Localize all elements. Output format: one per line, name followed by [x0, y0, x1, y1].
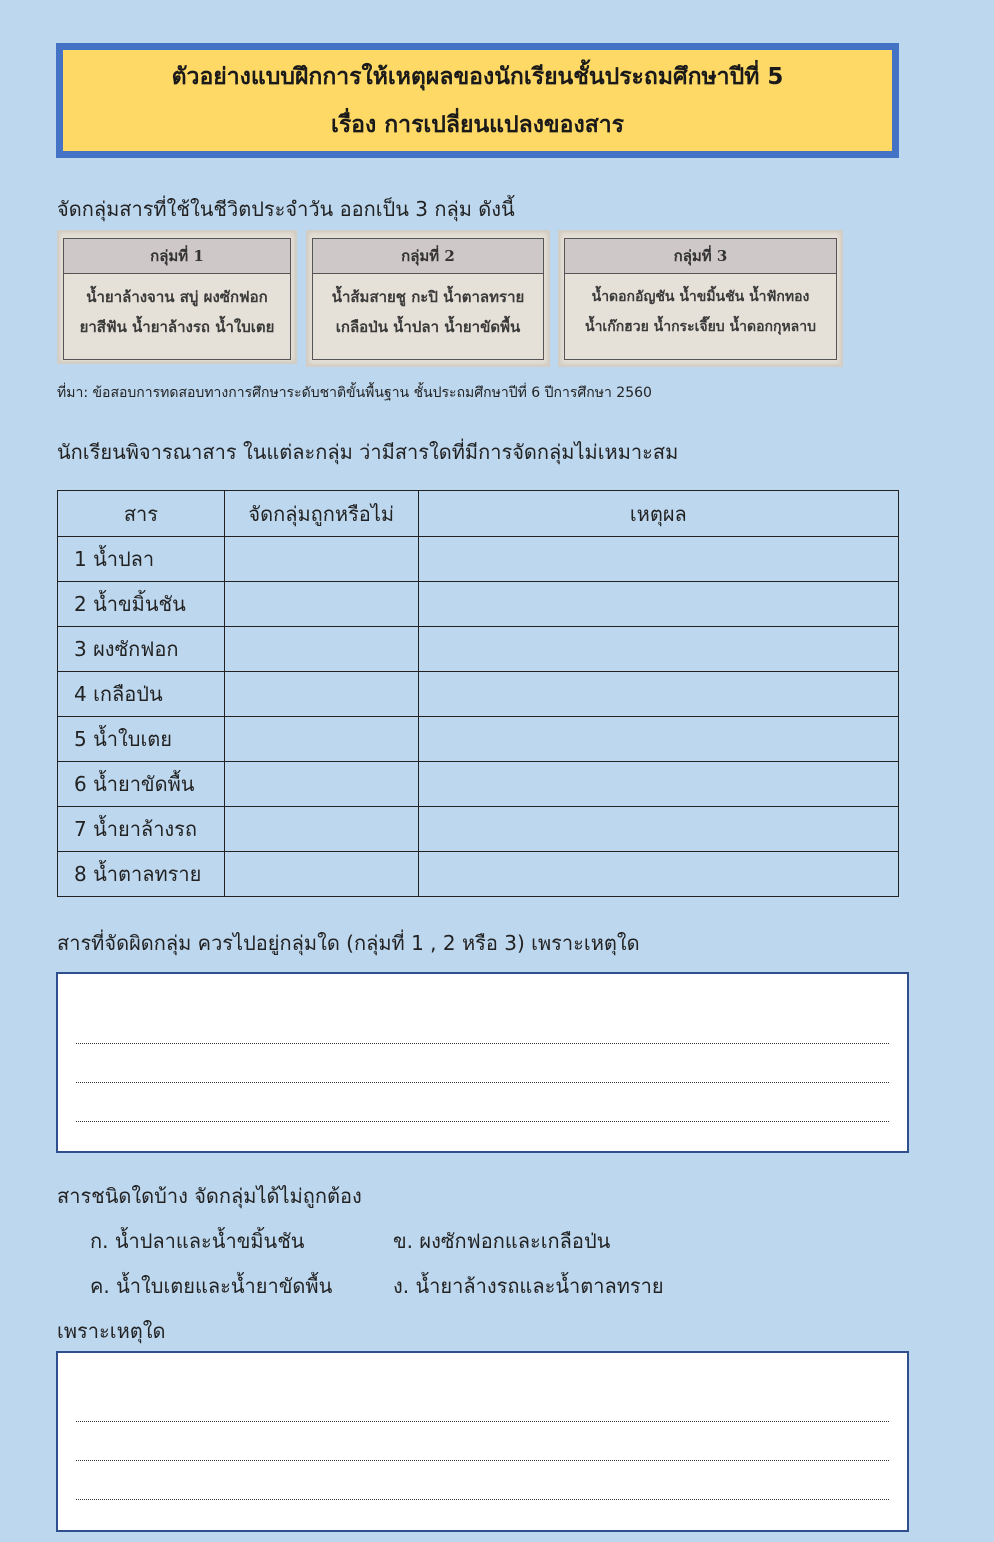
group-line: ยาสีฟัน น้ำยาล้างรถ น้ำใบเตย: [79, 318, 275, 336]
header-substance: สาร: [58, 491, 225, 537]
table-row: [58, 762, 899, 807]
group-line: น้ำดอกอัญชัน น้ำขมิ้นชัน น้ำฟักทอง: [591, 289, 810, 305]
reason-cell[interactable]: [418, 762, 898, 807]
dotted-line: [76, 1082, 889, 1083]
choice-b[interactable]: ข. ผงซักฟอกและเกลือป่น: [393, 1229, 611, 1253]
group-heading: กลุ่มที่ 2: [312, 238, 544, 274]
reason-cell[interactable]: [418, 807, 898, 852]
reason-cell[interactable]: [418, 537, 898, 582]
table-row: [58, 627, 899, 672]
reason-cell[interactable]: [418, 852, 898, 897]
substance-cell: 2 น้ำขมิ้นชัน: [58, 582, 225, 627]
reason-cell[interactable]: [418, 582, 898, 627]
substance-cell: 4 เกลือป่น: [58, 672, 225, 717]
reason-cell[interactable]: [418, 672, 898, 717]
table-row: [58, 807, 899, 852]
correct-cell[interactable]: [224, 717, 418, 762]
group-body: [312, 274, 544, 360]
group-body: [564, 274, 837, 360]
group-line: เกลือป่น น้ำปลา น้ำยาขัดพื้น: [335, 318, 521, 336]
group-card-2: [306, 230, 550, 367]
substance-cell: 3 ผงซักฟอก: [58, 627, 225, 672]
table-row: [58, 717, 899, 762]
substance-table: [57, 490, 899, 897]
group-body: [63, 274, 291, 360]
dotted-line: [76, 1499, 889, 1500]
group-line: น้ำเก๊กฮวย น้ำกระเจี๊ยบ น้ำดอกกุหลาบ: [585, 319, 816, 335]
choice-d[interactable]: ง. น้ำยาล้างรถและน้ำตาลทราย: [393, 1274, 664, 1298]
title-line-2: เรื่อง การเปลี่ยนแปลงของสาร: [330, 112, 625, 138]
title-line-1: ตัวอย่างแบบฝึกการให้เหตุผลของนักเรียนชั้นประถมศึกษาปีที่ 5: [171, 64, 784, 90]
question-1: สารที่จัดผิดกลุ่ม ควรไปอยู่กลุ่มใด (กลุ่มที่ 1 , 2 หรือ 3) เพราะเหตุใด: [57, 931, 640, 955]
table-header-row: [58, 491, 899, 537]
group-card-1: [57, 230, 297, 364]
substance-cell: 6 น้ำยาขัดพื้น: [58, 762, 225, 807]
dotted-line: [76, 1460, 889, 1461]
correct-cell[interactable]: [224, 627, 418, 672]
correct-cell[interactable]: [224, 582, 418, 627]
choice-c[interactable]: ค. น้ำใบเตยและน้ำยาขัดพื้น: [90, 1274, 333, 1298]
group-heading: กลุ่มที่ 3: [564, 238, 837, 274]
because-label: เพราะเหตุใด: [57, 1319, 166, 1343]
substance-cell: 7 น้ำยาล้างรถ: [58, 807, 225, 852]
correct-cell[interactable]: [224, 537, 418, 582]
substance-cell: 8 น้ำตาลทราย: [58, 852, 225, 897]
answer-box-2[interactable]: [56, 1351, 909, 1532]
header-reason: เหตุผล: [418, 491, 898, 537]
question-2: สารชนิดใดบ้าง จัดกลุ่มได้ไม่ถูกต้อง: [57, 1184, 362, 1208]
group-heading: กลุ่มที่ 1: [63, 238, 291, 274]
dotted-line: [76, 1043, 889, 1044]
table-row: [58, 852, 899, 897]
table-row: [58, 672, 899, 717]
table-row: [58, 537, 899, 582]
instruction-text: นักเรียนพิจารณาสาร ในแต่ละกลุ่ม ว่ามีสารใดที่มีการจัดกลุ่มไม่เหมาะสม: [57, 440, 679, 464]
choice-a[interactable]: ก. น้ำปลาและน้ำขมิ้นชัน: [90, 1229, 305, 1253]
correct-cell[interactable]: [224, 807, 418, 852]
table-row: [58, 582, 899, 627]
group-card-3: [558, 230, 843, 367]
header-correct: จัดกลุ่มถูกหรือไม่: [224, 491, 418, 537]
reason-cell[interactable]: [418, 717, 898, 762]
correct-cell[interactable]: [224, 672, 418, 717]
group-image: [57, 230, 841, 370]
source-note: ที่มา: ข้อสอบการทดสอบทางการศึกษาระดับชาติขั้นพื้นฐาน ชั้นประถมศึกษาปีที่ 6 ปีการศึกษา 2560: [57, 385, 652, 401]
dotted-line: [76, 1121, 889, 1122]
intro-text: จัดกลุ่มสารที่ใช้ในชีวิตประจำวัน ออกเป็น 3 กลุ่ม ดังนี้: [57, 197, 515, 221]
reason-cell[interactable]: [418, 627, 898, 672]
correct-cell[interactable]: [224, 852, 418, 897]
group-line: น้ำส้มสายชู กะปิ น้ำตาลทราย: [331, 288, 525, 306]
group-line: น้ำยาล้างจาน สบู่ ผงซักฟอก: [86, 288, 268, 306]
substance-cell: 1 น้ำปลา: [58, 537, 225, 582]
dotted-line: [76, 1421, 889, 1422]
title-banner: [56, 43, 899, 158]
answer-box-1[interactable]: [56, 972, 909, 1153]
substance-cell: 5 น้ำใบเตย: [58, 717, 225, 762]
correct-cell[interactable]: [224, 762, 418, 807]
